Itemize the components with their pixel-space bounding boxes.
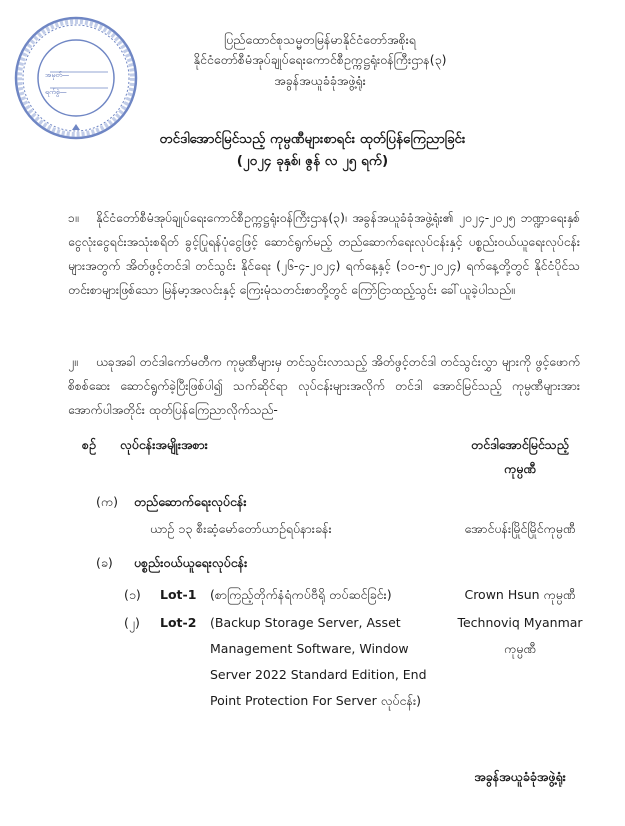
announcement-title: တင်ဒါအောင်မြင်သည့် ကုမ္ပဏီများစာရင်း ထုတ်ပြန်ကြေညာခြင်း <box>159 131 466 147</box>
section-a-title: တည်ဆောက်ရေးလုပ်ငန်း <box>134 494 247 509</box>
lot2-description-line4: Point Protection For Server လုပ်ငန်း) <box>210 693 421 708</box>
lot2-winner-line2: ကုမ္ပဏီ <box>504 641 536 656</box>
lot1-label: Lot-1 <box>160 587 197 602</box>
lot2-description-line2: Management Software, Window <box>210 641 409 656</box>
header-office-name: အခွန်အယူခံခုံအဖွဲ့ရုံး <box>274 73 366 88</box>
column-header-work-type: လုပ်ငန်းအမျိုးအစား <box>120 437 208 452</box>
announcement-date: (၂၀၂၄ ခုနှစ်၊ ဇွန် လ ၂၅ ရက်) <box>236 153 389 169</box>
lot2-number: (၂) <box>124 615 140 630</box>
lot2-description-line3: Server 2022 Standard Edition, End <box>210 667 427 682</box>
paragraph-1-number: ၁။ <box>68 211 79 225</box>
header-ministry-line2: နိုင်ငံတော်စီမံအုပ်ချုပ်ရေးကောင်စီဥက္ကဋ္ဌရုံးဝန်ကြီးဌာန(၃) <box>193 52 447 67</box>
lot1-description: (စာကြည့်တိုက်နံရံကပ်ဗီရို တပ်ဆင်ခြင်း) <box>210 587 392 602</box>
section-b-label: (ခ) <box>96 555 113 570</box>
paragraph-2 <box>68 350 580 422</box>
lot2-label: Lot-2 <box>160 615 197 630</box>
header-ministry-line1: ပြည်ထောင်စုသမ္မတမြန်မာနိုင်ငံတော်အစိုးရ <box>224 32 416 47</box>
section-a-item: ယာဉ် ၁၃ စီးဆံ့မော်တော်ယာဉ်ရပ်နားခန်း <box>150 521 332 536</box>
seal-emblem <box>12 14 140 142</box>
paragraph-1 <box>68 206 580 302</box>
paragraph-2-text: ယခုအခါ တင်ဒါကော်မတီက ကုမ္ပဏီများမှ တင်သွင်းလာသည့် အိတ်ဖွင့်တင်ဒါ တင်သွင်းလွှာ များကို ဖွင့်ဖောက်စိစစ်ဆေး ဆောင်ရွက်ခဲ့ပြီးဖြစ်ပါ၍ သက်ဆိုင်ရာ လုပ်ငန်းများအလိုက် တင်ဒါ အောင်မြင်သည့် ကုမ္ပဏီများအား အောက်ပါအတိုင်း ထုတ်ပြန်ကြေညာလိုက်သည်- <box>68 355 580 417</box>
section-b-title: ပစ္စည်းဝယ်ယူရေးလုပ်ငန်း <box>134 555 248 570</box>
column-header-number: စဉ် <box>82 437 96 452</box>
paragraph-2-number: ၂။ <box>68 355 78 369</box>
lot2-winner-line1: Technoviq Myanmar <box>457 615 583 630</box>
lot1-winner: Crown Hsun ကုမ္ပဏီ <box>464 587 576 602</box>
paragraph-1-text: နိုင်ငံတော်စီမံအုပ်ချုပ်ရေးကောင်စီဥက္ကဋ္ဌရုံးဝန်ကြီးဌာန(၃)၊ အခွန်အယူခံခုံအဖွဲ့ရုံး၏ ၂၀၂၄-၂၀၂၅ ဘဏ္ဍာရေးနှစ် ငွေလုံးငွေရင်းအသုံးစရိတ် ခွင့်ပြုရန်ပုံငွေဖြင့် ဆောင်ရွက်မည့် တည်ဆောက်ရေးလုပ်ငန်းနှင့် ပစ္စည်းဝယ်ယူရေးလုပ်ငန်းများအတွက် အိတ်ဖွင့်တင်ဒါ တင်သွင်း နိုင်ရေး (၂၆-၄-၂၀၂၄) ရက်နေ့နှင့် (၁၀-၅-၂၀၂၄) ရက်နေ့တို့တွင် နိုင်ငံပိုင်သတင်းစာများဖြစ်သော မြန်မာ့အလင်းနှင့် ကြေးမုံသတင်းစာတို့တွင် ကြော်ငြာထည့်သွင်း ခေါ်ယူခဲ့ပါသည်။ <box>68 211 580 297</box>
section-a-winner: အောင်ပန်းမြိုင်မြိုင်ကုမ္ပဏီ <box>464 521 576 536</box>
lot1-number: (၁) <box>124 587 141 602</box>
section-a-label: (က) <box>96 494 118 509</box>
signature-office: အခွန်အယူခံခုံအဖွဲ့ရုံး <box>474 769 566 784</box>
official-seal <box>12 14 140 142</box>
column-header-winner-line1: တင်ဒါအောင်မြင်သည့် <box>471 437 569 452</box>
lot2-description-line1: (Backup Storage Server, Asset <box>210 615 401 630</box>
seal-number-label: အမှတ်— <box>45 71 70 79</box>
seal-date-label: ရက်စွဲ— <box>45 88 67 96</box>
column-header-winner-line2: ကုမ္ပဏီ <box>504 461 536 476</box>
